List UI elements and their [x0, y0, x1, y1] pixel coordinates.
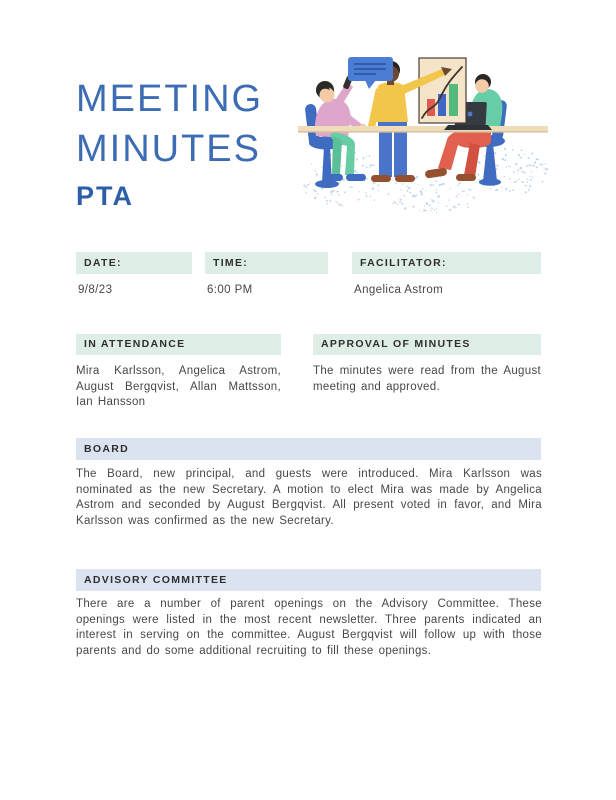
board-section-header — [76, 438, 541, 460]
attendance-section — [76, 334, 281, 411]
meeting-table-icon — [298, 126, 548, 133]
advisory-section-header — [76, 569, 541, 591]
approval-section — [313, 334, 541, 395]
facilitator-value[interactable]: Angelica Astrom — [354, 284, 444, 296]
time-field — [205, 252, 328, 296]
board-section-body[interactable]: The Board, new principal, and guests were introduced. Mira Karlsson was nominated as the new Secretary. A motion to elect Mira was made by Angelica Astrom and seconded by August Bergqvist. All present voted in favor, and Mira Karlsson was confirmed as the new Secretary. — [76, 468, 542, 527]
meeting-illustration — [286, 42, 558, 217]
facilitator-label: FACILITATOR: — [352, 252, 541, 274]
facilitator-field — [352, 252, 541, 296]
approval-body[interactable]: The minutes were read from the August meeting and approved. — [313, 365, 541, 393]
time-label: TIME: — [205, 252, 328, 274]
document-subtitle: PTA — [76, 181, 134, 211]
date-value[interactable]: 9/8/23 — [78, 284, 113, 296]
attendance-header: IN ATTENDANCE — [76, 334, 281, 355]
title-line-1: MEETING — [76, 78, 264, 120]
advisory-header-label: ADVISORY COMMITTEE — [76, 569, 541, 591]
title-line-2: MINUTES — [76, 128, 261, 170]
attendance-body[interactable]: Mira Karlsson, Angelica Astrom, August Bergqvist, Allan Mattsson, Ian Hansson — [76, 365, 281, 408]
board-header-label: BOARD — [76, 438, 541, 460]
approval-header: APPROVAL OF MINUTES — [313, 334, 541, 355]
advisory-section-body[interactable]: There are a number of parent openings on the Advisory Committee. These openings were listed in the most recent newsletter. Three parents indicated an interest in serving on the committee. August Bergqvist will follow up with those parents and do some additional recruiting to fill these openings. — [76, 598, 542, 657]
document-title-block — [76, 74, 263, 212]
time-value[interactable]: 6:00 PM — [207, 284, 253, 296]
date-field — [76, 252, 192, 296]
date-label: DATE: — [76, 252, 192, 274]
